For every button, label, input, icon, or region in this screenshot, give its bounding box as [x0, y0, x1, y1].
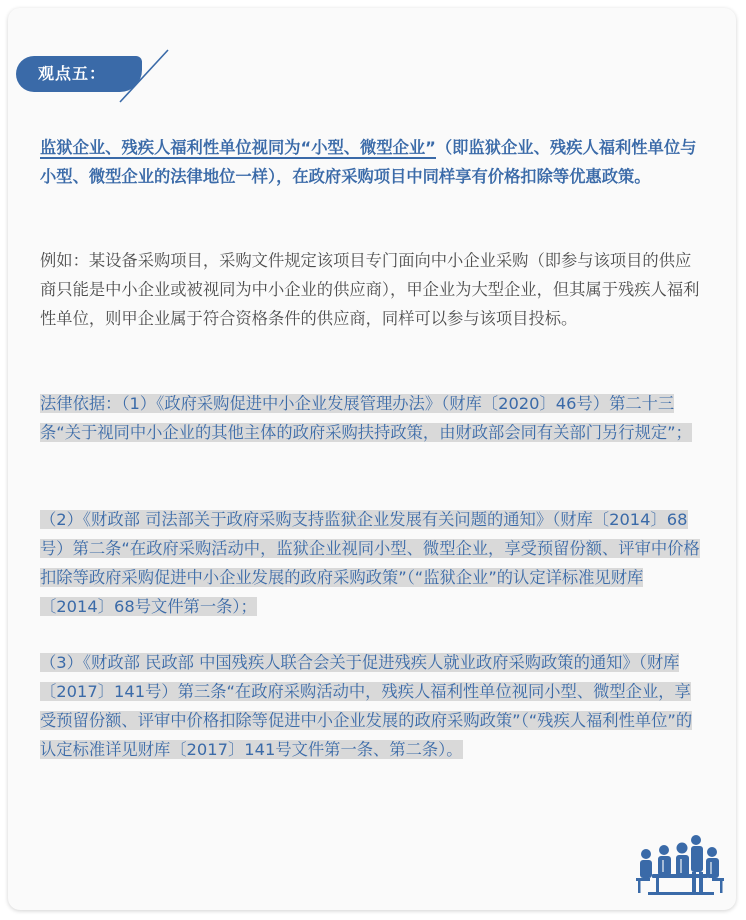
viewpoint-paragraph	[40, 133, 706, 191]
viewpoint-underlined: 监狱企业、残疾人福利性单位视同为“小型、微型企业”	[40, 138, 436, 157]
people-meeting-illustration	[634, 834, 726, 896]
law-text-3: （3）《财政部 民政部 中国残疾人联合会关于促进残疾人就业政府采购政策的通知》（财库〔2017〕141号）第三条“在政府采购活动中，残疾人福利性单位视同小型、微型企业，享受预留份额、评审中价格扣除等促进中小企业发展的政府采购政策”（“残疾人福利性单位”的认定标准详见财库〔2017〕141号文件第一条、第二条）。	[40, 653, 693, 759]
law-paragraph-2	[40, 505, 706, 621]
law-text-1: 法律依据：（1）《政府采购促进中小企业发展管理办法》（财库〔2020〕46号）第二十三条“关于视同中小企业的其他主体的政府采购扶持政策，由财政部会同有关部门另行规定”；	[40, 394, 692, 442]
section-tag	[16, 48, 152, 98]
tag-label: 观点五：	[38, 64, 107, 83]
law-paragraph-3	[40, 648, 706, 764]
law-text-2: （2）《财政部 司法部关于政府采购支持监狱企业发展有关问题的通知》（财库〔2014〕68号）第二条“在政府采购活动中，监狱企业视同小型、微型企业，享受预留份额、评审中价格扣除等政府采购促进中小企业发展的政府采购政策”（“监狱企业”的认定详标准见财库〔2014〕68号文件第一条）；	[40, 510, 700, 616]
viewpoint-rest: （即监狱企业、残疾人福利性单位与小型、微型企业的法律地位一样），在政府采购项目中同样享有价格扣除等优惠政策。	[40, 138, 697, 186]
example-paragraph: 例如：某设备采购项目，采购文件规定该项目专门面向中小企业采购（即参与该项目的供应商只能是中小企业或被视同为中小企业的供应商），甲企业为大型企业，但其属于残疾人福利性单位，则甲企业属于符合资格条件的供应商，同样可以参与该项目投标。	[40, 251, 700, 328]
tag-slash-decoration	[112, 48, 172, 104]
law-paragraph-1	[40, 389, 706, 447]
